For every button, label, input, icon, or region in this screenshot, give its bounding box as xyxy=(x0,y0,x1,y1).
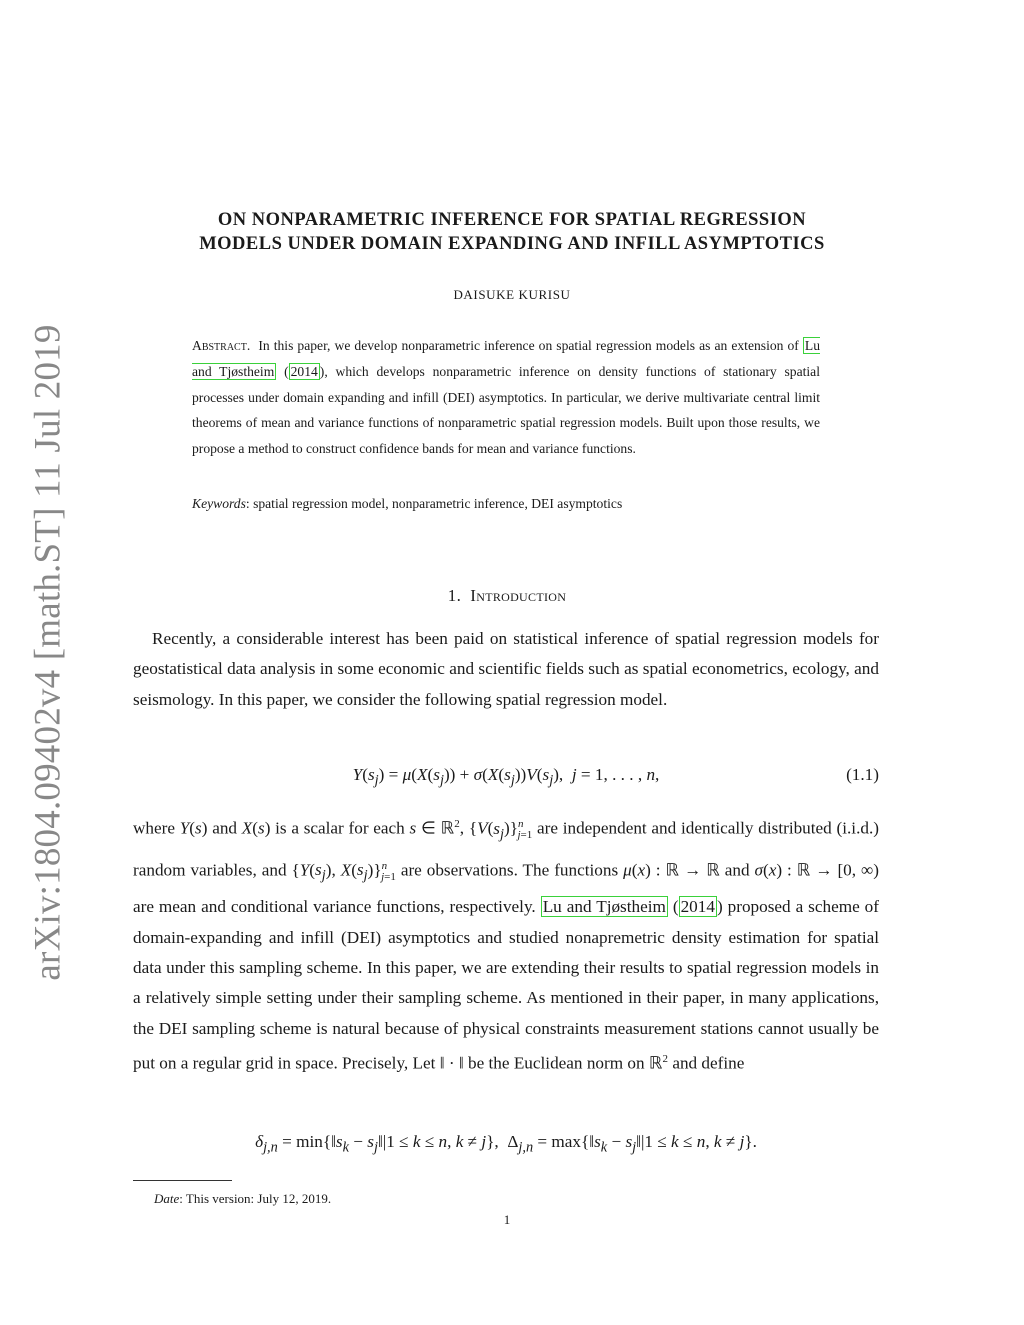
citation-link-authors-2[interactable]: Lu and Tjøstheim xyxy=(542,897,666,917)
citation-link-authors[interactable]: Lu and Tjøstheim xyxy=(192,338,820,379)
paper-title-line-1: ON NONPARAMETRIC INFERENCE FOR SPATIAL REGRESSION xyxy=(217,210,807,230)
arxiv-stamp xyxy=(27,323,69,981)
intro-paragraph-1-text: Recently, a considerable interest has been paid on statistical inference of spatial regression models for geostatistical data analysis in some economic and scientific fields such as spatial econometrics, ecology, and seismology. In this paper, we consider the following spatial regression model. xyxy=(133,629,879,709)
intro-paragraph-1 xyxy=(133,624,879,715)
keywords-label: Keywords xyxy=(192,496,246,511)
citation-link-year-2[interactable]: 2014 xyxy=(680,897,715,917)
footnote-label: Date xyxy=(154,1191,180,1206)
page-number: 1 xyxy=(503,1212,511,1227)
keywords: Keywords: spatial regression model, nonparametric inference, DEI asymptotics xyxy=(192,496,623,511)
footnote-text: This version: July 12, 2019. xyxy=(185,1191,332,1206)
abstract: Abstract. In this paper, we develop nonparametric inference on spatial regression models as an extension of Lu and Tjøstheim ( 2014 ), which develops nonparametric inference on density functions of stationary spatial processes under domain expanding and infill (DEI) asymptotics. In particular, we derive multivariate central limit theorems of mean and variance functions of nonparametric spatial regression models. Built upon those results, we propose a method to construct confidence bands for mean and variance functions. xyxy=(192,338,820,457)
section-number: 1. xyxy=(447,586,462,605)
abstract-text-start: In this paper, we develop nonparametric inference on spatial regression models as an extension of xyxy=(258,338,799,353)
paper-title-line-2: MODELS UNDER DOMAIN EXPANDING AND INFILL ASYMPTOTICS xyxy=(199,234,825,254)
intro-paragraph-2-text: proposed a scheme of domain-expanding and infill (DEI) asymptotics and studied nonapremetric density estimation for spatial data under this sampling scheme. In this paper, we are extending their results to spatial regression models in a relatively simple setting under their sampling scheme. As mentioned in their paper, in many applications, the DEI sampling scheme is natural because of physical constraints measurement stations cannot usually be put on a regular grid in space. Precisely, Let xyxy=(133,897,879,1073)
abstract-text-end: , which develops nonparametric inference on density functions of stationary spatial processes under domain expanding and infill (DEI) asymptotics. In particular, we derive multivariate central limit theorems of mean and variance functions of nonparametric spatial regression models. Built upon those results, we propose a method to construct confidence bands for mean and variance functions. xyxy=(192,363,820,457)
keywords-text: spatial regression model, nonparametric inference, DEI asymptotics xyxy=(253,496,623,511)
section-heading xyxy=(0,586,1014,606)
equation-delta-body: $\delta_{j,n}$ = $\min\{‖s_k$ − $s_j‖|1 \le k \le n$, k ≠ j}, $\Delta_{j,n}$ = $\max\{‖s_k$ − $s_j‖|1 \le k \le n$, k ≠ j}. xyxy=(255,1132,757,1156)
section-title: Introduction xyxy=(470,586,567,605)
equation-number: (1.1) xyxy=(846,765,879,784)
author: DAISUKE KURISU xyxy=(453,287,571,302)
intro-paragraph-2: where Y(s) and X(s) is a scalar for each s ∈ ℝ$^2$, $\{V(s_j)\}^n_{j=1}$ are independent and identically distributed (i.i.d.) random variables, and {$Y(s_j)$, $X(s_j)\}^n_{j=1}$ are observations. The functions μ(x) : ℝ → ℝ and σ(x) : ℝ → [0, ∞) are mean and conditional variance functions, respectively. Lu and Tjøstheim ( 2014 ) proposed a scheme of domain-expanding and infill (DEI) asymptotics and studied nonapremetric density estimation for spatial data under this sampling scheme. In this paper, we are extending their results to spatial regression models in a relatively simple setting under their sampling scheme. As mentioned in their paper, in many applications, the DEI sampling scheme is natural because of physical constraints measurement stations cannot usually be put on a regular grid in space. Precisely, Let ‖ · ‖ be the Euclidean norm on ℝ$^2$ and define xyxy=(133,818,879,1073)
abstract-label: Abstract. xyxy=(192,338,251,353)
footnote-rule xyxy=(133,1180,232,1181)
footnote: Date: This version: July 12, 2019. xyxy=(154,1191,332,1206)
arxiv-id: arXiv:1804.09402v4 [math.ST] 11 Jul 2019 xyxy=(27,323,69,981)
equation-body: $Y(s_j) = \mu(X(s_j)) + \sigma(X(s_j))V(s_j)$, j = 1, . . . , n, xyxy=(352,765,660,789)
citation-link-year[interactable]: 2014 xyxy=(290,363,318,379)
